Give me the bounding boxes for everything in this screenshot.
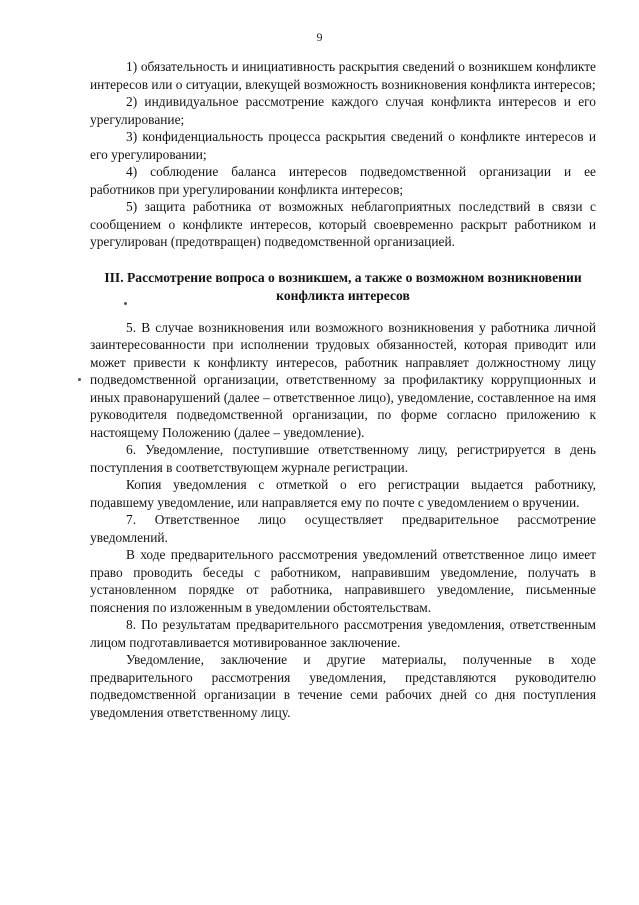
principle-item: 3) конфиденциальность процесса раскрытия сведений о конфликте интересов и его урегулировании; bbox=[90, 129, 596, 162]
section-paragraph: Копия уведомления с отметкой о его регистрации выдается работнику, подавшему уведомление, или направляется ему по почте с уведомлением о вручении. bbox=[90, 477, 596, 510]
section-paragraph: В ходе предварительного рассмотрения уведомлений ответственное лицо имеет право проводить беседы с работником, направившим уведомление, получать в установленном порядке от работника, направившего уведомление, письменные пояснения по изложенным в уведомлении обстоятельствам. bbox=[90, 547, 596, 615]
principle-item: 2) индивидуальное рассмотрение каждого случая конфликта интересов и его урегулирование; bbox=[90, 94, 596, 127]
section-heading: III. Рассмотрение вопроса о возникшем, а также о возможном возникновении конфликта интересов bbox=[104, 269, 582, 303]
principle-item: 4) соблюдение баланса интересов подведомственной организации и ее работников при урегулировании конфликта интересов; bbox=[90, 164, 596, 197]
section-paragraph: 7. Ответственное лицо осуществляет предварительное рассмотрение уведомлений. bbox=[90, 512, 596, 545]
section-paragraph: 8. По результатам предварительного рассмотрения уведомления, ответственным лицом подготавливается мотивированное заключение. bbox=[90, 617, 596, 650]
section-paragraph: 5. В случае возникновения или возможного возникновения у работника личной заинтересованности при исполнении трудовых обязанностей, которая приводит или может привести к конфликту интересов, работник направляет должностному лицу подведомственной организации, ответственному за профилактику коррупционных и иных правонарушений (далее – ответственное лицо), уведомление, составленное на имя руководителя подведомственной организации, по форме согласно приложению к настоящему Положению (далее – уведомление). bbox=[90, 319, 596, 440]
principle-item: 5) защита работника от возможных неблагоприятных последствий в связи с сообщением о конфликте интересов, который своевременно раскрыт работником и урегулирован (предотвращен) подведомственной организацией. bbox=[90, 199, 596, 249]
document-body bbox=[90, 58, 596, 721]
section-paragraph: 6. Уведомление, поступившие ответственному лицу, регистрируется в день поступления в соответствующем журнале регистрации. bbox=[90, 442, 596, 475]
section-paragraph: Уведомление, заключение и другие материалы, полученные в ходе предварительного рассмотрения уведомления, представляются руководителю подведомственной организации в течение семи рабочих дней со дня поступления уведомления ответственному лицу. bbox=[90, 652, 596, 720]
scan-dot bbox=[78, 378, 81, 381]
page-number: 9 bbox=[316, 30, 323, 44]
principle-item: 1) обязательность и инициативность раскрытия сведений о возникшем конфликте интересов или о ситуации, влекущей возможность возникновения конфликта интересов; bbox=[90, 59, 596, 92]
